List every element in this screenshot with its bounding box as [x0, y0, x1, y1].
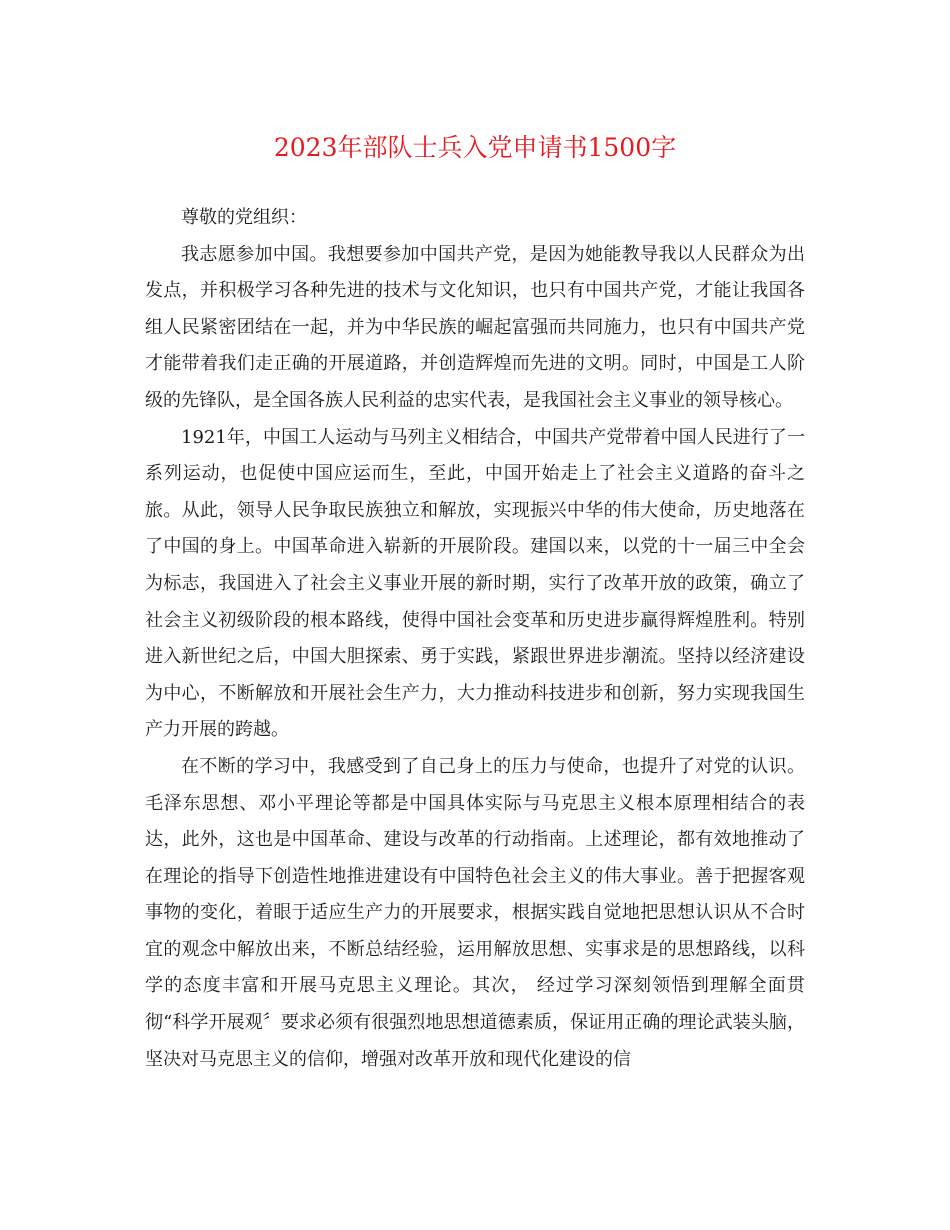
paragraph-3: 在不断的学习中，我感受到了自己身上的压力与使命，也提升了对党的认识。毛泽东思想、邓小平理论等都是中国具体实际与马克思主义根本原理相结合的表达，此外，这也是中国革命、建设与改革的行动指南。上述理论，都有效地推动了在理论的指导下创造性地推进建设有中国特色社会主义的伟大事业。善于把握客观事物的变化，着眼于适应生产力的开展要求，根据实践自觉地把思想认识从不合时宜的观念中解放出来，不断总结经验，运用解放思想、实事求是的思想路线，以科学的态度丰富和开展马克思主义理论。其次， 经过学习深刻领悟到理解全面贯彻“科学开展观〞要求必须有很强烈地思想道德素质，保证用正确的理论武装头脑，坚决对马克思主义的信仰，增强对改革开放和现代化建设的信	[145, 755, 805, 1070]
paragraph-1: 我志愿参加中国。我想要参加中国共产党，是因为她能教导我以人民群众为出发点，并积极学习各种先进的技术与文化知识，也只有中国共产党，才能让我国各组人民紧密团结在一起，并为中华民族的崛起富强而共同施力，也只有中国共产党才能带着我们走正确的开展道路，并创造辉煌而先进的文明。同时，中国是工人阶级的先锋队，是全国各族人民利益的忠实代表，是我国社会主义事业的领导核心。	[145, 243, 805, 411]
document-body	[145, 200, 805, 1078]
salutation: 尊敬的党组织：	[181, 207, 307, 228]
paragraph-2: 1921年，中国工人运动与马列主义相结合，中国共产党带着中国人民进行了一系列运动，也促使中国应运而生，至此，中国开始走上了社会主义道路的奋斗之旅。从此，领导人民争取民族独立和解放，实现振兴中华的伟大使命，历史地落在了中国的身上。中国革命进入崭新的开展阶段。建国以来，以党的十一届三中全会为标志，我国进入了社会主义事业开展的新时期，实行了改革开放的政策，确立了社会主义初级阶段的根本路线，使得中国社会变革和历史进步赢得辉煌胜利。特别进入新世纪之后，中国大胆探索、勇于实践，紧跟世界进步潮流。坚持以经济建设为中心，不断解放和开展社会生产力，大力推动科技进步和创新，努力实现我国生产力开展的跨越。	[145, 426, 805, 741]
document-title: 2023年部队士兵入党申请书1500字	[273, 133, 677, 162]
